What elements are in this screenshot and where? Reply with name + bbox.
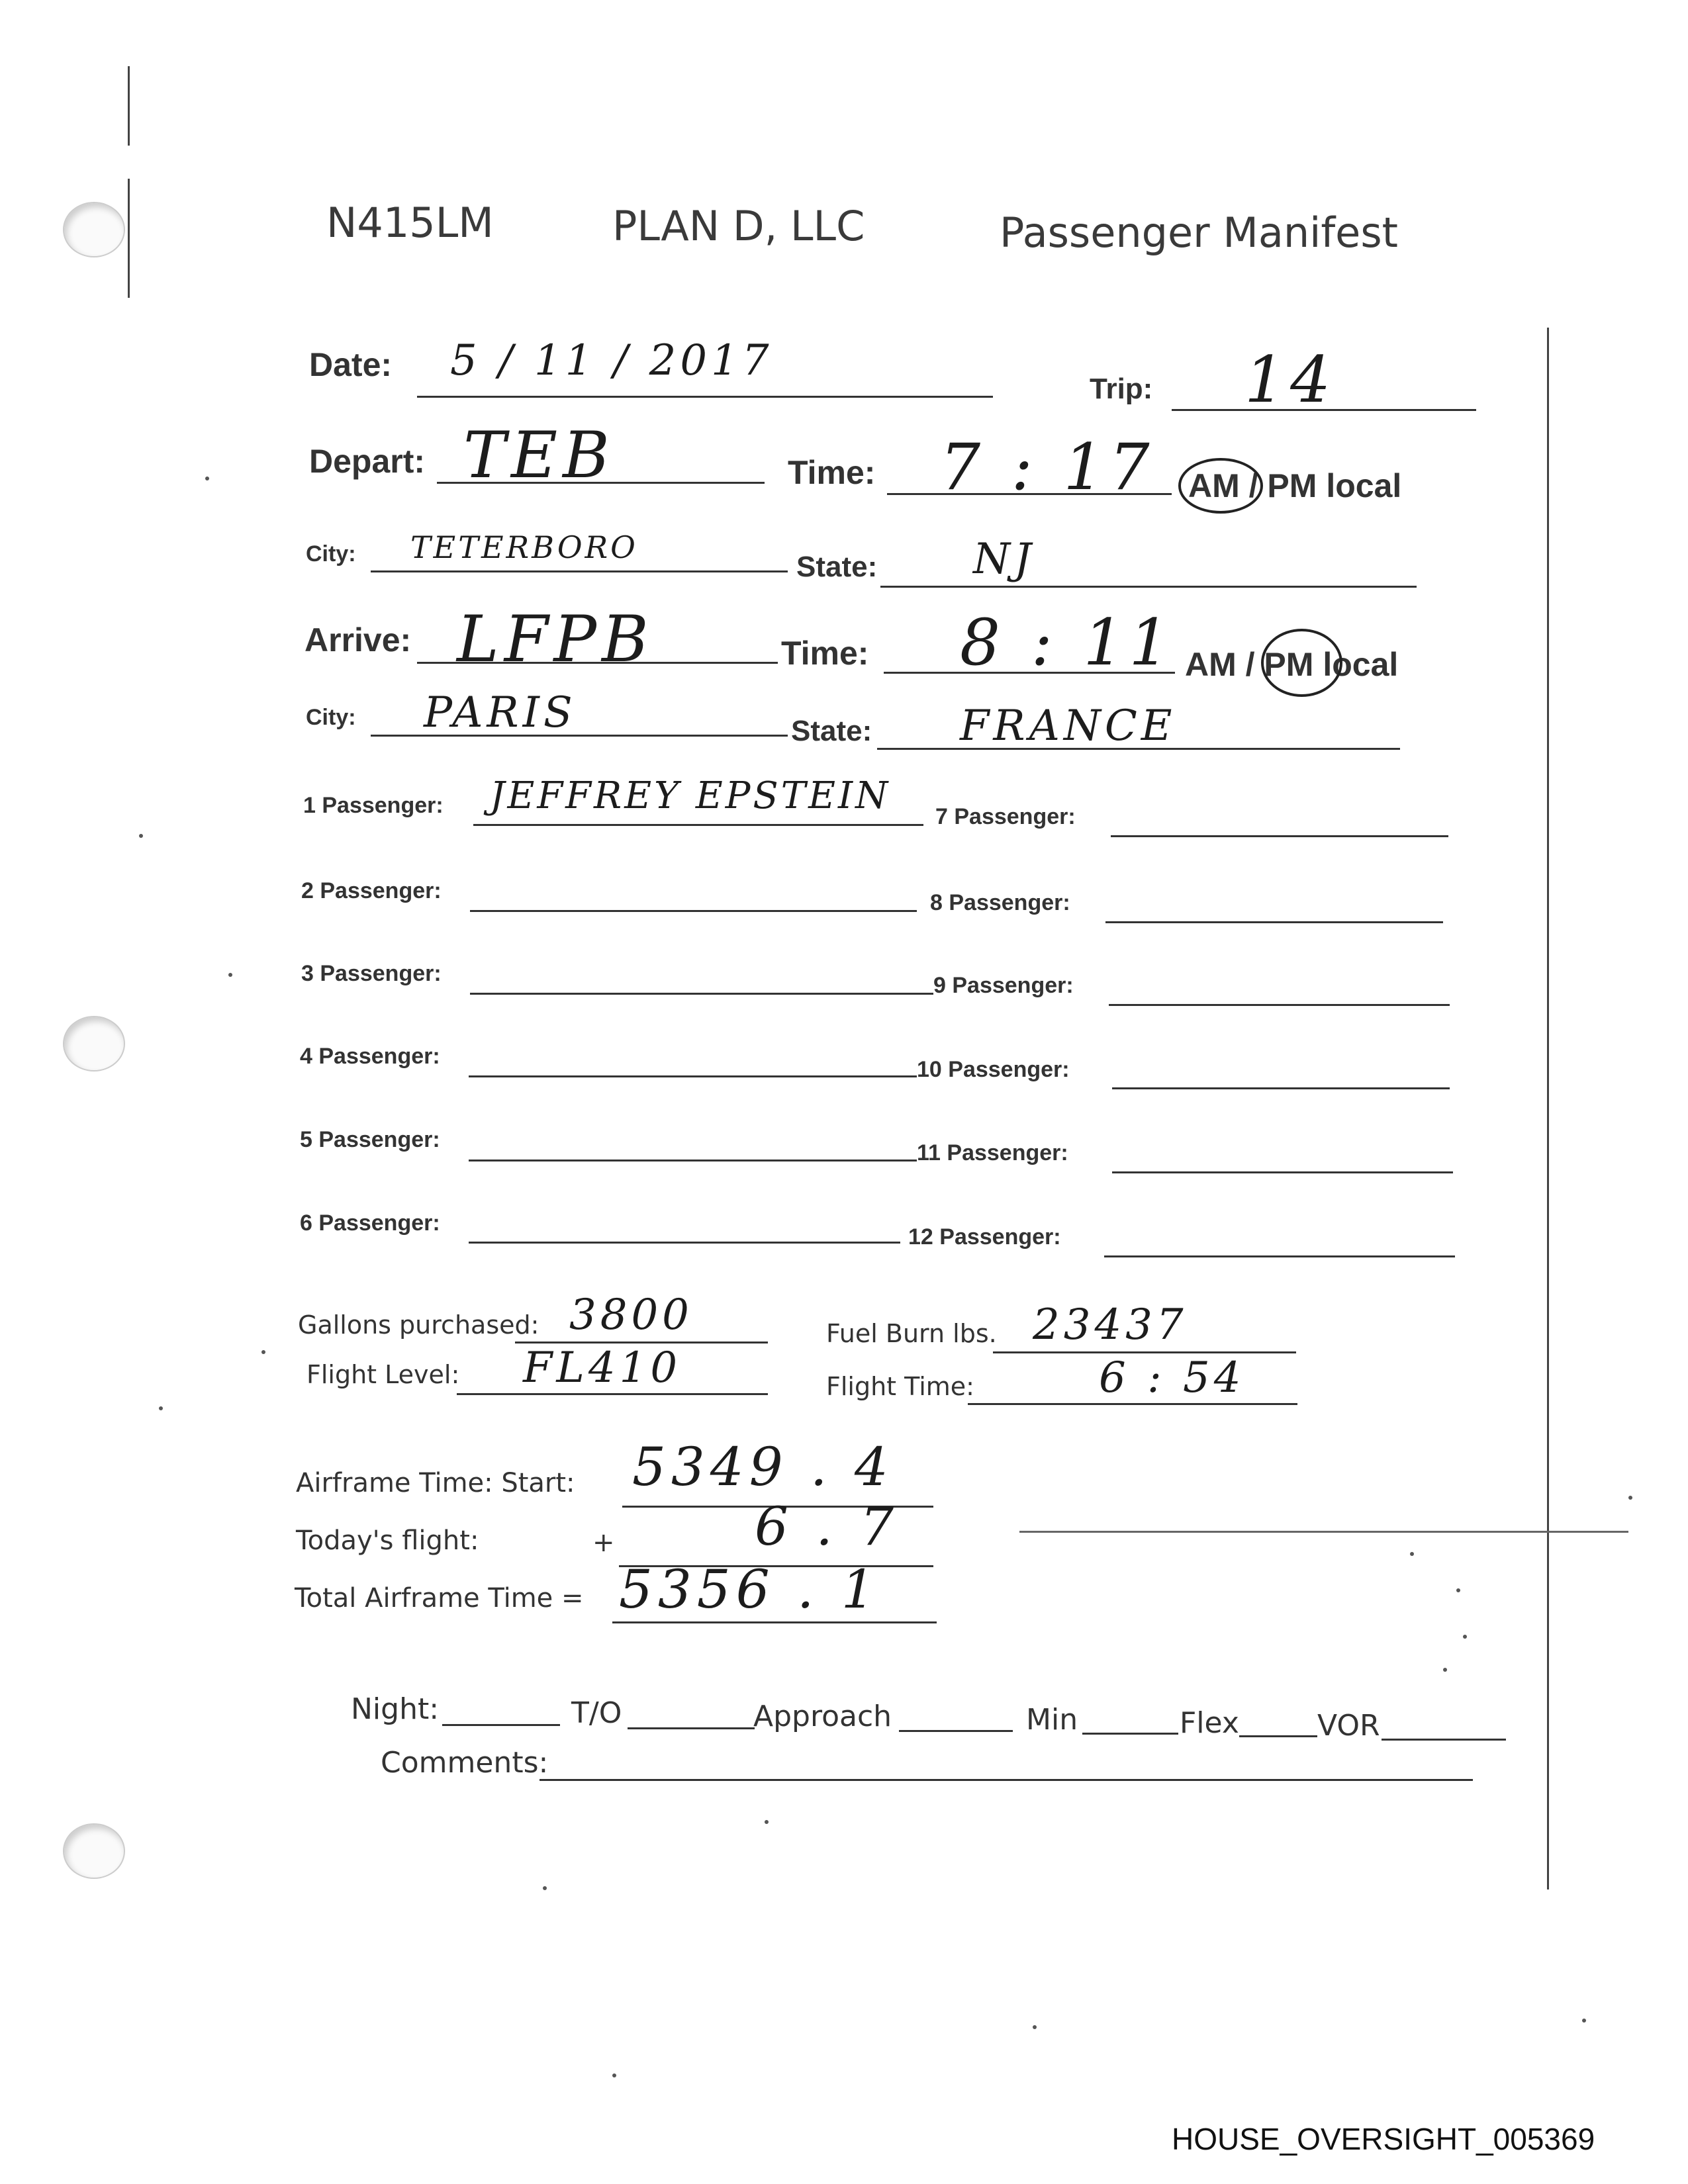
passenger-12-field-line xyxy=(1104,1255,1455,1257)
depart-city-label: City: xyxy=(306,541,356,567)
date-field[interactable]: 5 / 11 / 2017 xyxy=(450,336,773,385)
date-field-line xyxy=(417,396,993,398)
scan-speck xyxy=(1463,1635,1467,1639)
min-label: Min xyxy=(1026,1703,1078,1737)
todays-flight-label: Today's flight: xyxy=(296,1525,479,1556)
vor-label: VOR xyxy=(1317,1709,1380,1743)
comments-label: Comments: xyxy=(381,1746,549,1780)
passenger-10-label: 10 Passenger: xyxy=(917,1057,1070,1082)
passenger-7-field-line xyxy=(1111,835,1448,837)
depart-ampm-label: AM / PM local xyxy=(1188,467,1402,504)
scan-speck xyxy=(139,834,143,838)
passenger-8-label: 8 Passenger: xyxy=(930,890,1070,915)
arrive-field[interactable]: LFPB xyxy=(457,602,654,676)
approach-label: Approach xyxy=(753,1700,892,1733)
passenger-1-field-line xyxy=(473,824,923,826)
night-label: Night: xyxy=(351,1692,440,1726)
scan-speck xyxy=(765,1820,769,1824)
binder-hole-top xyxy=(63,202,125,257)
depart-time-label: Time: xyxy=(788,454,876,491)
arrive-time-field[interactable]: 8 : 11 xyxy=(960,606,1175,680)
scan-speck xyxy=(228,973,232,977)
scan-speck xyxy=(1628,1496,1632,1500)
todays-flight-plus: + xyxy=(592,1527,615,1558)
passenger-10-field-line xyxy=(1112,1087,1450,1089)
night-field-line xyxy=(442,1724,560,1726)
arrive-state-label: State: xyxy=(791,715,872,747)
passenger-6-label: 6 Passenger: xyxy=(300,1210,440,1236)
binder-hole-middle xyxy=(63,1016,125,1071)
depart-label: Depart: xyxy=(309,443,426,480)
vor-field-line xyxy=(1382,1739,1506,1741)
passenger-11-field-line xyxy=(1112,1171,1453,1173)
binder-hole-bottom xyxy=(63,1823,125,1879)
passenger-8-field-line xyxy=(1105,921,1443,923)
depart-state-label: State: xyxy=(796,551,878,583)
airframe-start-field[interactable]: 5349 . 4 xyxy=(632,1436,894,1498)
depart-city-field-line xyxy=(371,570,788,572)
depart-state-field[interactable]: NJ xyxy=(973,535,1035,584)
passenger-1-label: 1 Passenger: xyxy=(303,793,444,818)
scan-speck xyxy=(1443,1668,1447,1672)
todays-flight-field[interactable]: 6 . 7 xyxy=(755,1496,900,1557)
fuel-burn-field[interactable]: 23437 xyxy=(1033,1300,1188,1349)
takeoff-label: T/O xyxy=(571,1696,622,1730)
arrive-label: Arrive: xyxy=(305,621,412,659)
depart-field[interactable]: TEB xyxy=(463,418,615,492)
total-airframe-field-line xyxy=(612,1621,937,1623)
passenger-3-field-line xyxy=(470,993,933,995)
scan-speck xyxy=(1582,2019,1586,2023)
passenger-2-label: 2 Passenger: xyxy=(301,878,442,903)
flight-level-label: Flight Level: xyxy=(306,1360,460,1389)
passenger-4-field-line xyxy=(469,1075,917,1077)
passenger-9-label: 9 Passenger: xyxy=(933,973,1074,998)
flight-time-label: Flight Time: xyxy=(826,1372,974,1401)
arrive-state-field[interactable]: FRANCE xyxy=(960,702,1176,751)
passenger-3-label: 3 Passenger: xyxy=(301,961,442,986)
scan-speck xyxy=(261,1350,265,1354)
scan-edge-left xyxy=(128,66,130,146)
scan-speck xyxy=(205,477,209,480)
depart-state-field-line xyxy=(880,586,1417,588)
scan-edge-left-lower xyxy=(128,179,130,298)
gallons-purchased-label: Gallons purchased: xyxy=(298,1310,539,1340)
scan-speck xyxy=(1033,2025,1037,2029)
flex-label: Flex xyxy=(1180,1706,1239,1740)
passenger-5-label: 5 Passenger: xyxy=(300,1127,440,1152)
scan-speck xyxy=(1410,1552,1414,1556)
flight-time-field-line xyxy=(968,1403,1297,1405)
flight-level-field-line xyxy=(457,1393,768,1395)
arrive-time-label: Time: xyxy=(781,635,869,672)
approach-field-line xyxy=(899,1730,1013,1732)
scan-speck xyxy=(612,2073,616,2077)
passenger-6-field-line xyxy=(469,1242,900,1244)
scan-speck xyxy=(159,1406,163,1410)
depart-time-field[interactable]: 7 : 17 xyxy=(940,430,1155,504)
airframe-start-label: Airframe Time: Start: xyxy=(296,1468,575,1498)
scan-speck xyxy=(543,1886,547,1890)
depart-city-field[interactable]: TETERBORO xyxy=(410,529,638,565)
passenger-9-field-line xyxy=(1109,1004,1450,1006)
passenger-5-field-line xyxy=(469,1160,917,1161)
passenger-2-field-line xyxy=(470,910,917,912)
page-right-border xyxy=(1547,328,1549,1889)
total-airframe-label: Total Airframe Time = xyxy=(295,1583,584,1614)
flight-level-field[interactable]: FL410 xyxy=(523,1343,682,1392)
arrive-city-field[interactable]: PARIS xyxy=(424,688,577,737)
min-field-line xyxy=(1082,1733,1178,1735)
total-airframe-field[interactable]: 5356 . 1 xyxy=(619,1559,880,1620)
comments-field-line xyxy=(539,1779,1473,1781)
arrive-pm-circle xyxy=(1261,629,1342,697)
scan-speck xyxy=(1456,1588,1460,1592)
takeoff-field-line xyxy=(628,1727,755,1729)
gallons-field[interactable]: 3800 xyxy=(569,1291,693,1340)
flex-field-line xyxy=(1239,1735,1317,1737)
passenger-12-label: 12 Passenger: xyxy=(908,1224,1061,1250)
depart-am-circle xyxy=(1178,458,1263,514)
date-label: Date: xyxy=(309,346,393,383)
bates-number: HOUSE_OVERSIGHT_005369 xyxy=(1172,2122,1595,2156)
passenger-11-label: 11 Passenger: xyxy=(917,1140,1068,1165)
trip-label: Trip: xyxy=(1090,373,1153,405)
arrive-city-label: City: xyxy=(306,705,356,730)
page-right-crease xyxy=(1019,1531,1628,1533)
passenger-7-label: 7 Passenger: xyxy=(935,804,1076,829)
arrive-ampm-label: AM / PM local xyxy=(1185,646,1399,683)
passenger-4-label: 4 Passenger: xyxy=(300,1044,440,1069)
tail-number: N415LM xyxy=(326,199,494,247)
flight-time-field[interactable]: 6 : 54 xyxy=(1099,1353,1245,1402)
trip-field[interactable]: 14 xyxy=(1244,343,1336,417)
company-name: PLAN D, LLC xyxy=(612,202,865,250)
fuel-burn-label: Fuel Burn lbs. xyxy=(826,1319,997,1348)
page-title: Passenger Manifest xyxy=(1000,208,1398,257)
passenger-1-field[interactable]: JEFFREY EPSTEIN xyxy=(490,774,891,817)
